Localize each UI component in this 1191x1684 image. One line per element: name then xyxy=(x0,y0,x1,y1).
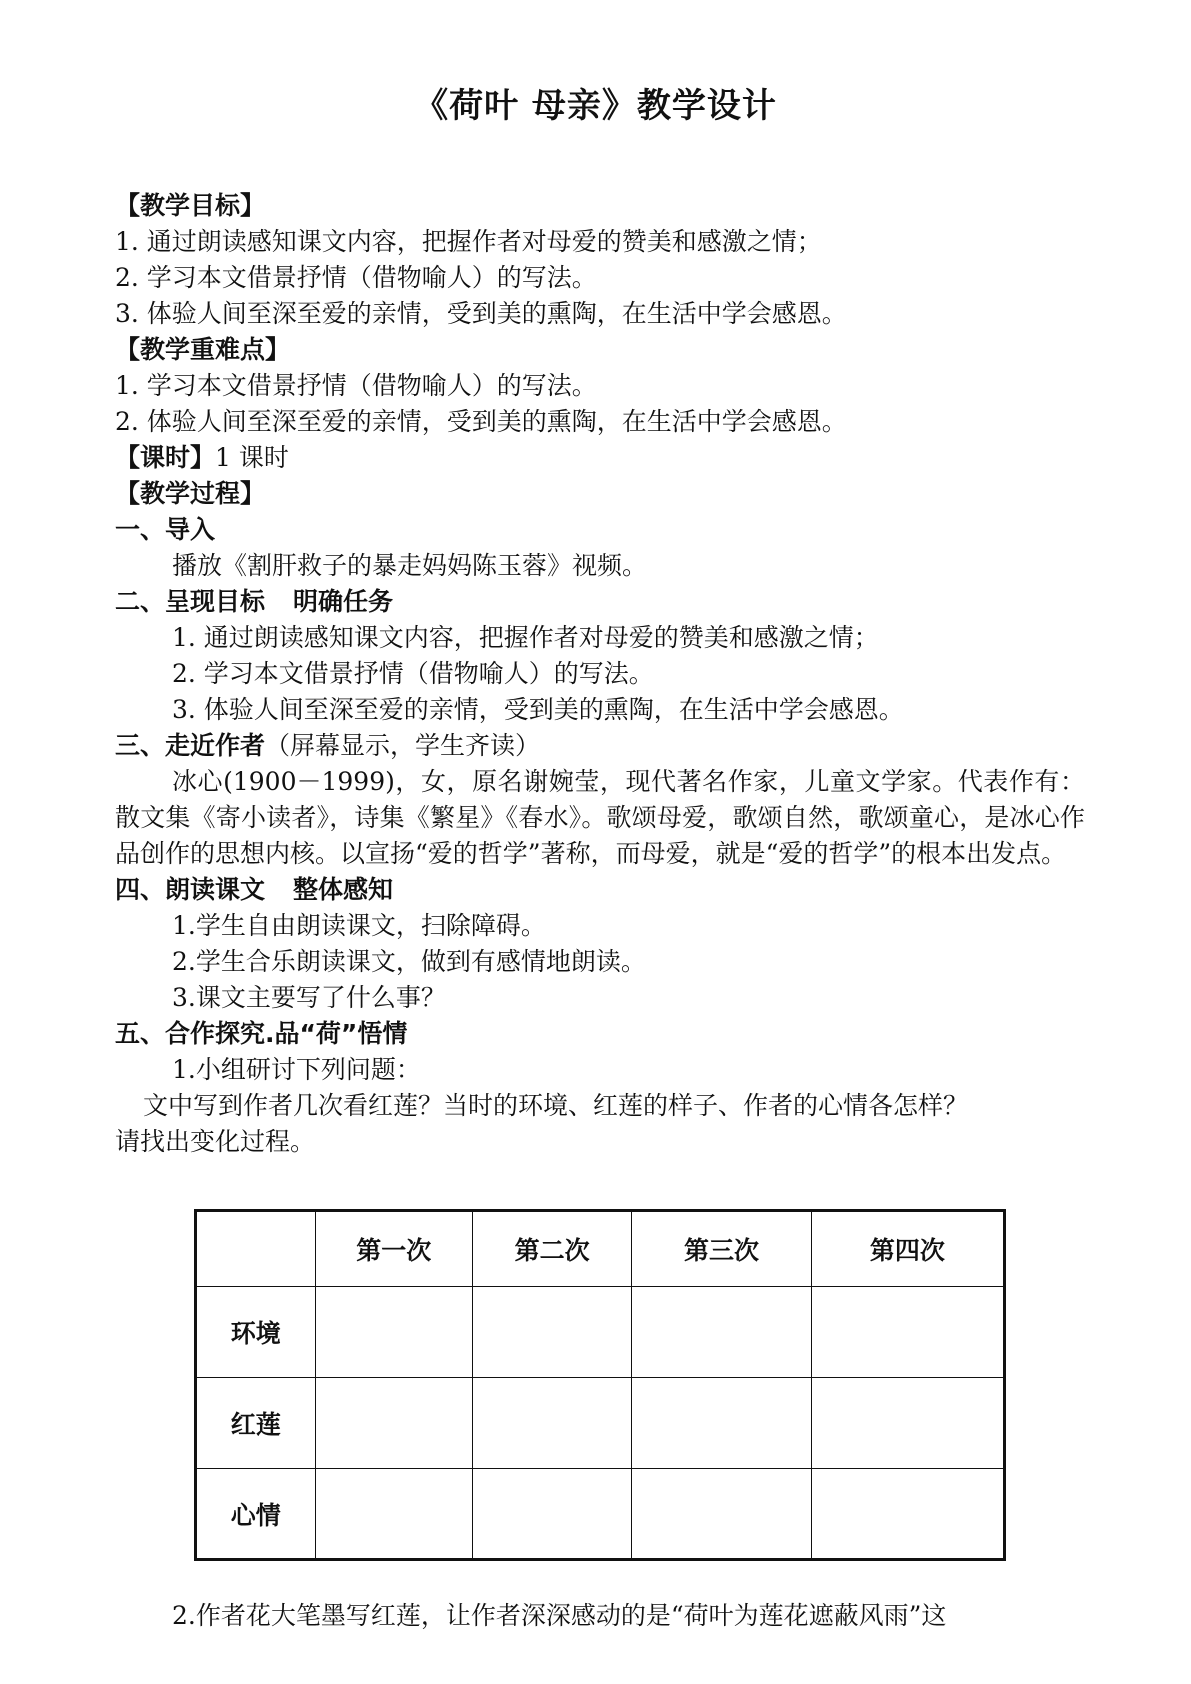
table-cell xyxy=(472,1287,631,1378)
section-1-title: 一、导入 xyxy=(115,515,216,544)
table-row-label: 环境 xyxy=(196,1287,316,1378)
section-4-item: 2.学生合乐朗读课文，做到有感情地朗读。 xyxy=(172,947,646,976)
table-row-label: 心情 xyxy=(196,1469,316,1560)
section-2-item: 3. 体验人间至深至爱的亲情，受到美的熏陶，在生活中学会感恩。 xyxy=(172,695,904,724)
section-4-item: 1.学生自由朗读课文，扫除障碍。 xyxy=(172,911,546,940)
footer-line: 2.作者花大笔墨写红莲，让作者深深感动的是“荷叶为莲花遮蔽风雨”这 xyxy=(172,1601,947,1630)
section-2-title-a: 二、呈现目标 xyxy=(115,587,266,616)
table-cell xyxy=(811,1378,1004,1469)
goal-item: 1. 通过朗读感知课文内容，把握作者对母爱的赞美和感激之情； xyxy=(115,227,822,256)
section-2-item: 1. 通过朗读感知课文内容，把握作者对母爱的赞美和感激之情； xyxy=(172,623,879,652)
section-4-title-b: 整体感知 xyxy=(293,875,394,904)
table-cell xyxy=(315,1469,472,1560)
table-cell xyxy=(811,1469,1004,1560)
section-5-title: 五、合作探究.品“荷”悟情 xyxy=(115,1019,408,1048)
author-paragraph: 冰心(1900－1999)，女，原名谢婉莹，现代著名作家，儿童文学家。代表作有：散文集《寄小读者》，诗集《繁星》《春水》。歌颂母爱，歌颂自然，歌颂童心，是冰心作品创作的思想内核。以宣扬“爱的哲学”著称，而母爱，就是“爱的哲学”的根本出发点。 xyxy=(115,767,1085,868)
hours-label: 【课时】 xyxy=(115,443,216,472)
table-cell xyxy=(632,1378,811,1469)
table-cell xyxy=(632,1287,811,1378)
goal-item: 2. 学习本文借景抒情（借物喻人）的写法。 xyxy=(115,263,597,292)
table-header-cell: 第二次 xyxy=(472,1211,631,1287)
key-point-item: 2. 体验人间至深至爱的亲情，受到美的熏陶，在生活中学会感恩。 xyxy=(115,407,847,436)
table-row-label: 红莲 xyxy=(196,1378,316,1469)
section-1-text: 播放《割肝救子的暴走妈妈陈玉蓉》视频。 xyxy=(172,551,648,580)
document-body xyxy=(115,188,1085,1160)
section-4-title xyxy=(115,872,1085,908)
table-cell xyxy=(315,1378,472,1469)
section-4-item: 3.课文主要写了什么事？ xyxy=(172,983,446,1012)
table-header-cell: 第一次 xyxy=(315,1211,472,1287)
table-cell xyxy=(472,1469,631,1560)
hours-value: 1 课时 xyxy=(215,443,289,472)
goals-heading: 【教学目标】 xyxy=(115,191,266,220)
lotus-table xyxy=(194,1209,1006,1561)
section-5-item: 1.小组研讨下列问题： xyxy=(172,1055,421,1084)
section-2-title xyxy=(115,584,1085,620)
goal-item: 3. 体验人间至深至爱的亲情，受到美的熏陶，在生活中学会感恩。 xyxy=(115,299,847,328)
table-header-cell: 第三次 xyxy=(632,1211,811,1287)
table-row xyxy=(196,1378,1005,1469)
table-cell xyxy=(811,1287,1004,1378)
table-header-cell: 第四次 xyxy=(811,1211,1004,1287)
table-row xyxy=(196,1469,1005,1560)
section-3-title xyxy=(115,728,1085,764)
table-header-cell xyxy=(196,1211,316,1287)
table-cell xyxy=(632,1469,811,1560)
section-3-note: （屏幕显示，学生齐读） xyxy=(265,731,541,760)
page-title: 《荷叶 母亲》教学设计 xyxy=(414,86,777,126)
section-5-question: 文中写到作者几次看红莲？当时的环境、红莲的样子、作者的心情各怎样？ xyxy=(143,1091,969,1120)
key-points-heading: 【教学重难点】 xyxy=(115,335,291,364)
key-point-item: 1. 学习本文借景抒情（借物喻人）的写法。 xyxy=(115,371,597,400)
table-cell xyxy=(315,1287,472,1378)
section-5-question-cont: 请找出变化过程。 xyxy=(115,1127,316,1156)
section-4-title-a: 四、朗读课文 xyxy=(115,875,266,904)
process-heading: 【教学过程】 xyxy=(115,479,266,508)
table-row xyxy=(196,1287,1005,1378)
section-3-title-text: 三、走近作者 xyxy=(115,731,266,760)
table-cell xyxy=(472,1378,631,1469)
class-hours xyxy=(115,440,1085,476)
section-2-item: 2. 学习本文借景抒情（借物喻人）的写法。 xyxy=(172,659,654,688)
table-header-row xyxy=(196,1211,1005,1287)
section-2-title-b: 明确任务 xyxy=(293,587,394,616)
